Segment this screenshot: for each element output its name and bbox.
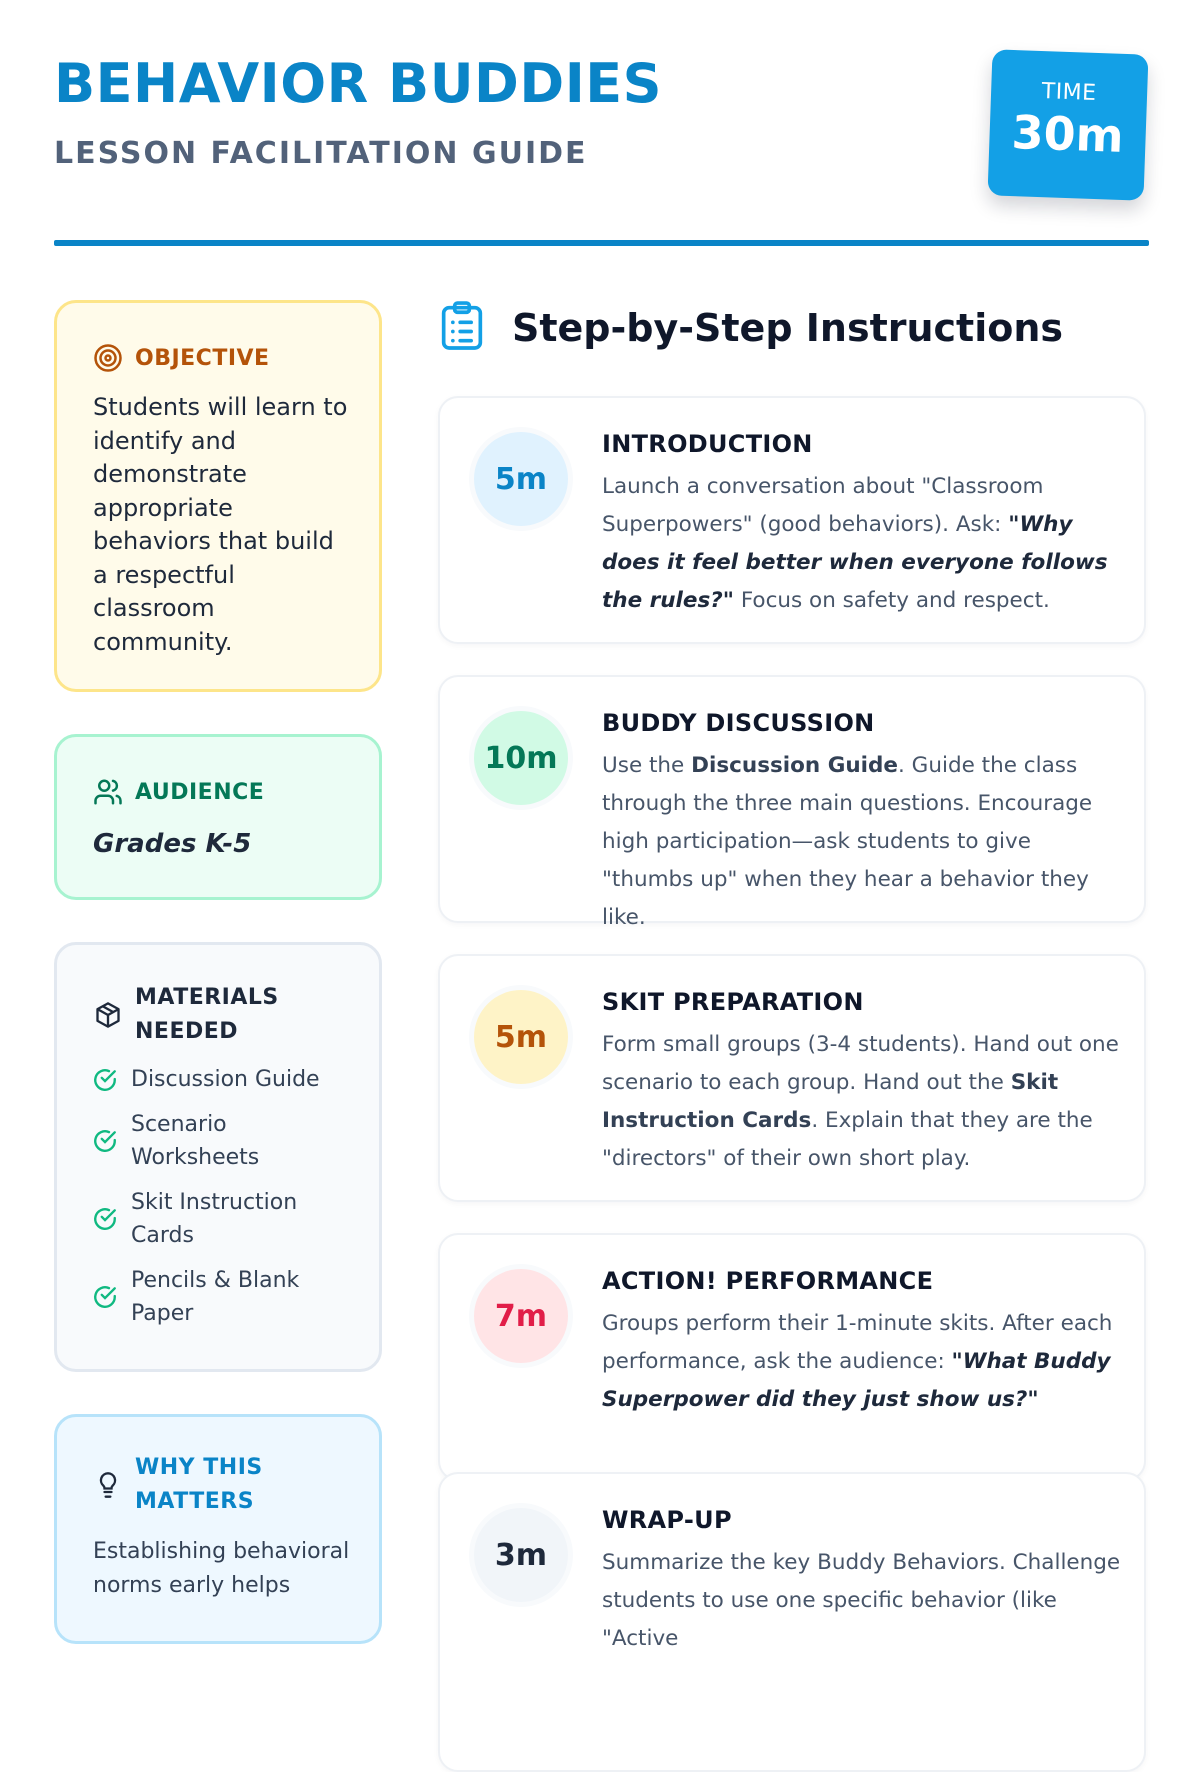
materials-card bbox=[54, 942, 382, 1372]
box-icon bbox=[93, 1000, 123, 1030]
audience-label: AUDIENCE bbox=[135, 779, 265, 805]
material-label: Skit Instruction Cards bbox=[131, 1190, 298, 1248]
materials-header bbox=[93, 981, 295, 1049]
check-circle-icon bbox=[91, 1283, 119, 1311]
header-divider bbox=[54, 240, 1149, 246]
check-circle-icon bbox=[91, 1127, 119, 1155]
step-card bbox=[438, 954, 1146, 1202]
page-header bbox=[54, 52, 1154, 242]
step-title: BUDDY DISCUSSION bbox=[602, 709, 875, 737]
step-description: Summarize the key Buddy Behaviors. Challenge students to use one specific behavior (like "Active bbox=[602, 1550, 1121, 1651]
materials-label: MATERIALS NEEDED bbox=[135, 985, 279, 1044]
material-label: Pencils & Blank Paper bbox=[131, 1268, 300, 1326]
step-title: WRAP-UP bbox=[602, 1506, 732, 1534]
materials-list bbox=[91, 1063, 361, 1342]
step-description: Form small groups (3-4 students). Hand out one scenario to each group. Hand out the Skit Instruction Cards. Explain that they are the "directors" of their own short play. bbox=[602, 1032, 1119, 1171]
instructions-header bbox=[440, 300, 1063, 356]
step-card bbox=[438, 1472, 1146, 1772]
page-title: BEHAVIOR BUDDIES bbox=[54, 52, 663, 115]
step-card bbox=[438, 396, 1146, 644]
step-duration-badge: 5m bbox=[474, 990, 568, 1084]
step-title: SKIT PREPARATION bbox=[602, 988, 864, 1016]
audience-card bbox=[54, 734, 382, 900]
check-circle-icon bbox=[91, 1205, 119, 1233]
step-duration-badge: 10m bbox=[474, 711, 568, 805]
step-duration-badge: 7m bbox=[474, 1269, 568, 1363]
list-item bbox=[91, 1186, 361, 1252]
time-badge-value: 30m bbox=[1010, 105, 1125, 163]
step-card bbox=[438, 1233, 1146, 1481]
step-card bbox=[438, 675, 1146, 930]
objective-card bbox=[54, 300, 382, 692]
step-title: ACTION! PERFORMANCE bbox=[602, 1267, 934, 1295]
list-item bbox=[91, 1063, 361, 1096]
users-icon bbox=[93, 777, 123, 807]
lightbulb-icon bbox=[93, 1470, 123, 1500]
target-icon bbox=[93, 343, 123, 373]
clipboard-list-icon bbox=[440, 300, 484, 356]
why-card bbox=[54, 1414, 382, 1644]
why-text: Establishing behavioral norms early helps bbox=[93, 1539, 350, 1598]
step-title: INTRODUCTION bbox=[602, 430, 813, 458]
step-description: Groups perform their 1-minute skits. After each performance, ask the audience: "What Buddy Superpower did they just show us?" bbox=[602, 1311, 1113, 1412]
step-duration-badge: 3m bbox=[474, 1508, 568, 1602]
list-item bbox=[91, 1264, 361, 1330]
audience-header bbox=[93, 777, 264, 807]
audience-text: Grades K-5 bbox=[93, 829, 252, 859]
instructions-heading: Step-by-Step Instructions bbox=[512, 306, 1064, 350]
step-duration-badge: 5m bbox=[474, 432, 568, 526]
page-subtitle: LESSON FACILITATION GUIDE bbox=[54, 136, 588, 171]
step-description: Use the Discussion Guide. Guide the class through the three main questions. Encourage high participation—ask students to give "thumbs up" when they hear a behavior they like. bbox=[602, 753, 1093, 930]
objective-label: OBJECTIVE bbox=[135, 345, 270, 371]
why-label: WHY THIS MATTERS bbox=[135, 1455, 263, 1514]
objective-header bbox=[93, 343, 270, 373]
material-label: Scenario Worksheets bbox=[131, 1112, 260, 1170]
material-label: Discussion Guide bbox=[131, 1067, 320, 1092]
why-header bbox=[93, 1451, 295, 1519]
time-badge bbox=[987, 49, 1148, 200]
step-description: Launch a conversation about "Classroom Superpowers" (good behaviors). Ask: "Why does it feel better when everyone follows the rules?" Focus on safety and respect. bbox=[602, 474, 1108, 613]
time-badge-label: TIME bbox=[1041, 79, 1097, 106]
list-item bbox=[91, 1108, 361, 1174]
objective-text: Students will learn to identify and demonstrate appropriate behaviors that build a respectful classroom community. bbox=[93, 393, 348, 656]
check-circle-icon bbox=[91, 1066, 119, 1094]
